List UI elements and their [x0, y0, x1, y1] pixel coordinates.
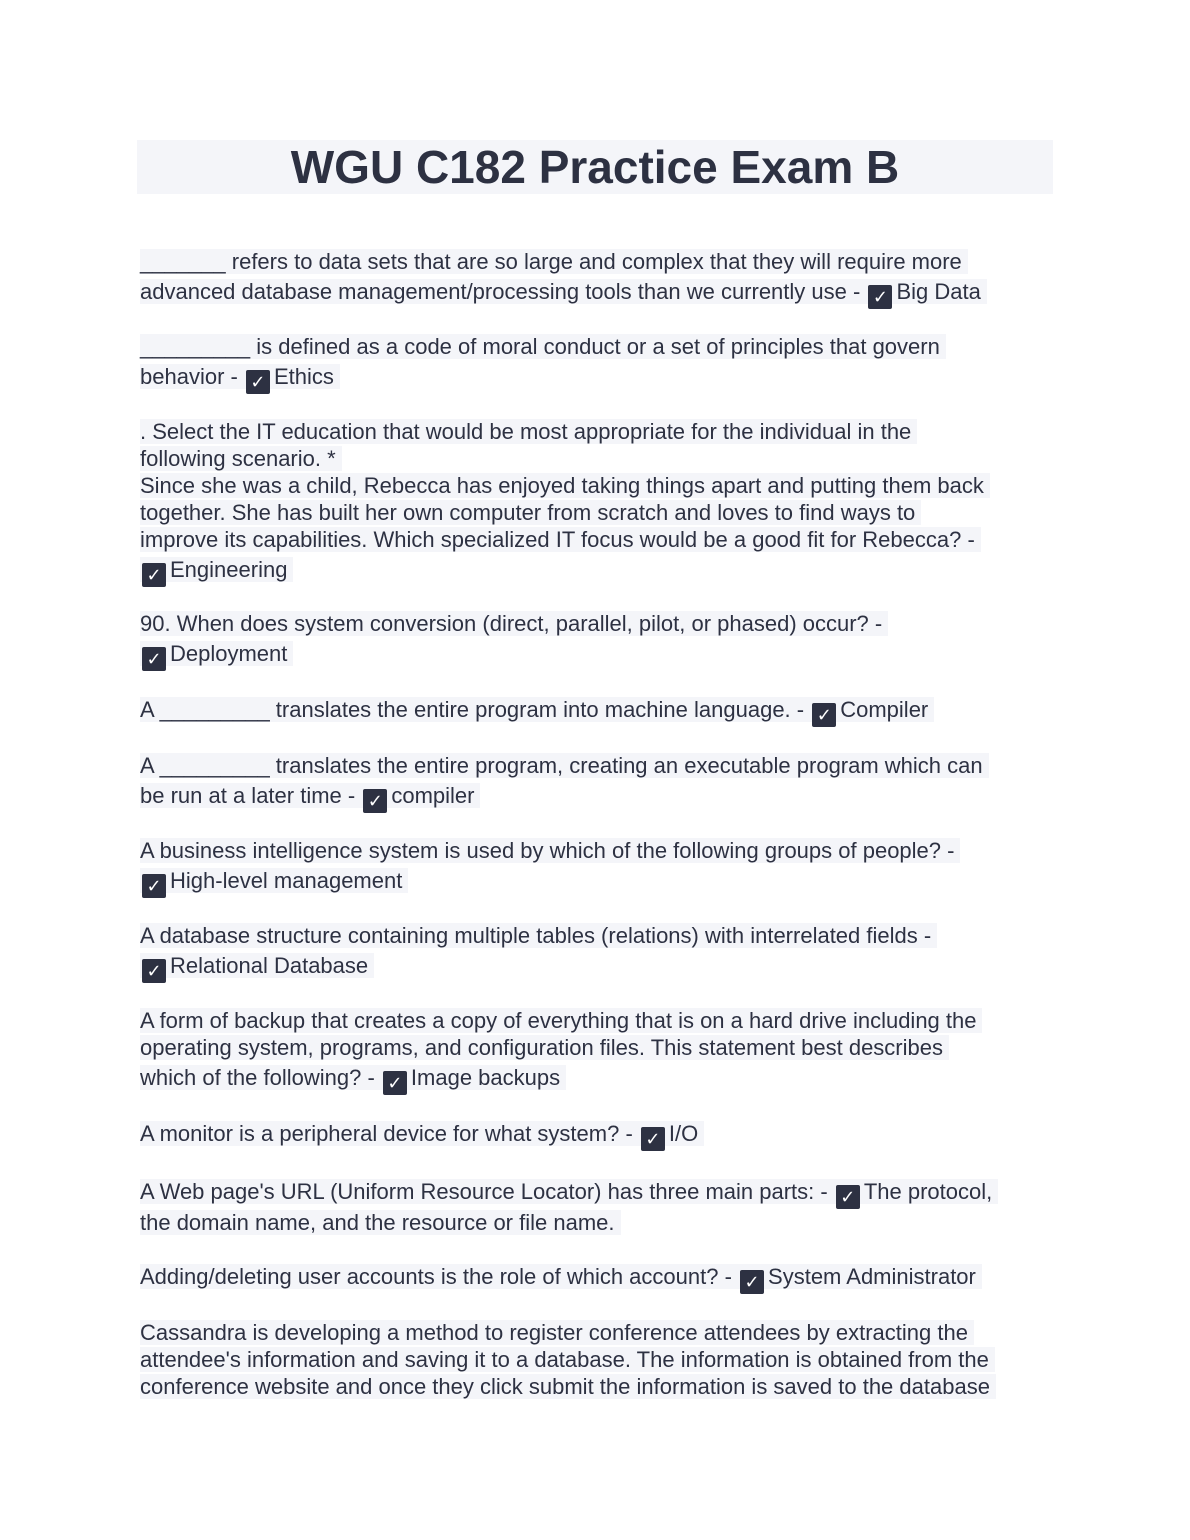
qa-item: [140, 696, 1050, 727]
answer-text: Ethics: [273, 364, 334, 389]
answer-text: Relational Database: [170, 953, 369, 978]
qa-item: [140, 1319, 1050, 1400]
answer-text: compiler: [391, 783, 475, 808]
check-box-icon: ✓: [142, 563, 166, 587]
check-box-icon: ✓: [142, 959, 166, 983]
answer-text: I/O: [668, 1121, 699, 1146]
answer-text: The protocol,: [863, 1179, 993, 1204]
question-text: improve its capabilities. Which specialized IT focus would be a good fit for Rebecca? -: [140, 527, 981, 552]
question-text: operating system, programs, and configuration files. This statement best describes: [140, 1035, 949, 1060]
qa-item: [140, 837, 1050, 898]
question-text: conference website and once they click submit the information is saved to the database: [140, 1374, 996, 1399]
qa-item: [140, 1178, 1050, 1236]
question-text: which of the following? -: [140, 1065, 375, 1090]
qa-item: [140, 248, 1050, 309]
question-text: behavior -: [140, 364, 238, 389]
qa-item: [140, 922, 1050, 983]
check-box-icon: ✓: [142, 647, 166, 671]
answer-text: Engineering: [170, 557, 288, 582]
question-text: A business intelligence system is used by which of the following groups of people? -: [140, 838, 960, 863]
answer-text: the domain name, and the resource or file name.: [140, 1210, 621, 1235]
question-text: Since she was a child, Rebecca has enjoyed taking things apart and putting them back: [140, 473, 990, 498]
answer-text: Image backups: [410, 1065, 561, 1090]
check-box-icon: ✓: [740, 1270, 764, 1294]
answer-text: Big Data: [896, 279, 981, 304]
qa-item: [140, 610, 1050, 671]
answer-text: Deployment: [170, 641, 288, 666]
question-text: following scenario. *: [140, 446, 342, 471]
check-box-icon: ✓: [812, 703, 836, 727]
question-text: A monitor is a peripheral device for what system? -: [140, 1121, 633, 1146]
question-text: . Select the IT education that would be most appropriate for the individual in the: [140, 419, 917, 444]
question-text: _______ refers to data sets that are so large and complex that they will require more: [140, 249, 968, 274]
question-text: A database structure containing multiple tables (relations) with interrelated fields -: [140, 923, 937, 948]
qa-item: [140, 752, 1050, 813]
qa-item: [140, 1263, 1050, 1294]
check-box-icon: ✓: [246, 370, 270, 394]
page-title: WGU C182 Practice Exam B: [290, 141, 900, 193]
question-text: together. She has built her own computer from scratch and loves to find ways to: [140, 500, 921, 525]
question-text: advanced database management/processing tools than we currently use -: [140, 279, 861, 304]
qa-item: [140, 1007, 1050, 1095]
answer-text: Compiler: [840, 697, 929, 722]
answer-text: High-level management: [170, 868, 403, 893]
question-text: _________ is defined as a code of moral conduct or a set of principles that govern: [140, 334, 946, 359]
question-text: 90. When does system conversion (direct, parallel, pilot, or phased) occur? -: [140, 611, 888, 636]
check-box-icon: ✓: [142, 874, 166, 898]
answer-text: System Administrator: [768, 1264, 976, 1289]
question-text: A _________ translates the entire program, creating an executable program which can: [140, 753, 989, 778]
check-box-icon: ✓: [363, 789, 387, 813]
check-box-icon: ✓: [383, 1071, 407, 1095]
check-box-icon: ✓: [641, 1127, 665, 1151]
check-box-icon: ✓: [868, 285, 892, 309]
question-text: A _________ translates the entire program into machine language. -: [140, 697, 805, 722]
question-text: be run at a later time -: [140, 783, 356, 808]
question-text: A Web page's URL (Uniform Resource Locator) has three main parts: -: [140, 1179, 828, 1204]
check-box-icon: ✓: [836, 1185, 860, 1209]
question-text: Adding/deleting user accounts is the role of which account? -: [140, 1264, 732, 1289]
question-text: attendee's information and saving it to a database. The information is obtained from the: [140, 1347, 995, 1372]
qa-item: [140, 418, 1050, 587]
question-text: A form of backup that creates a copy of everything that is on a hard drive including the: [140, 1008, 982, 1033]
qa-item: [140, 1120, 1050, 1151]
qa-item: [140, 333, 1050, 394]
question-text: Cassandra is developing a method to register conference attendees by extracting the: [140, 1320, 974, 1345]
